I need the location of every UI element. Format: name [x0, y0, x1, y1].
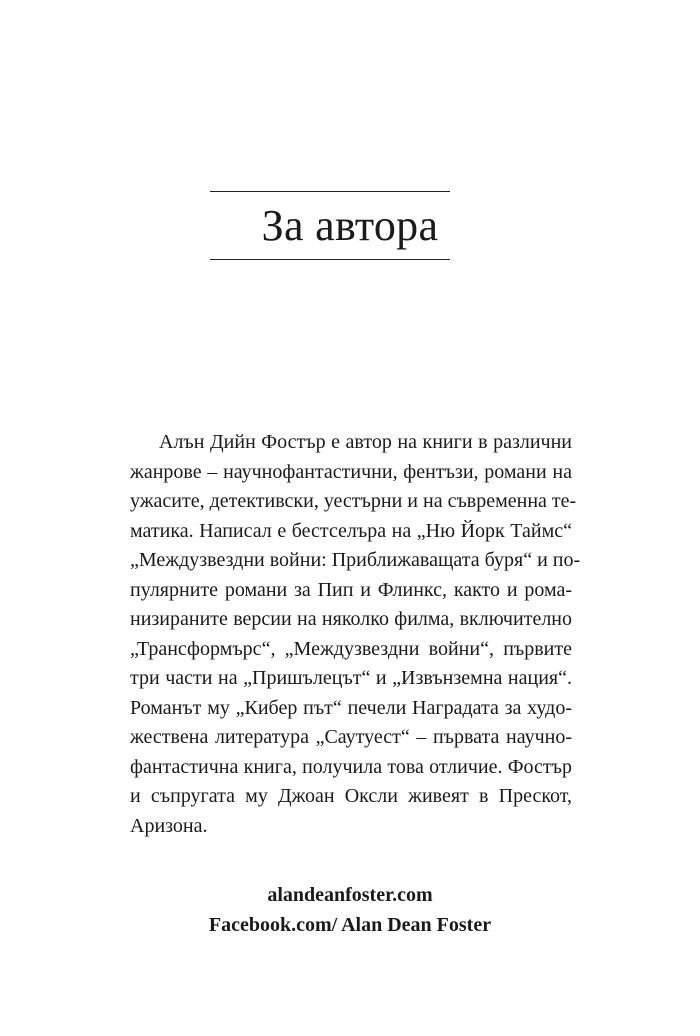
bio-line: фантастична книга, получила това отличие. Фостър [130, 755, 572, 778]
page-title: За автора [261, 201, 439, 250]
website-link: alandeanfoster.com [267, 884, 433, 906]
bio-line: ужасите, детективски, уестърни и на съвременна те- [130, 490, 577, 512]
author-bio [130, 428, 581, 841]
bio-line: пулярните романи за Пип и Флинкс, както и рома- [130, 578, 572, 601]
author-links [0, 880, 700, 940]
facebook-link: Facebook.com/ Alan Dean Foster [208, 914, 492, 936]
bio-line: жанрове – научнофантастични, фентъзи, романи на [130, 460, 572, 483]
bio-line: Аризона. [130, 814, 208, 837]
bio-line: матика. Написал е бестселъра на „Ню Йорк Таймс“ [130, 519, 572, 542]
bio-line: три части на „Пришълецът“ и „Извънземна нация“. [130, 667, 572, 689]
title-rule-top [210, 191, 450, 192]
bio-line: жествена литература „Саутуест“ – първата научно- [130, 726, 572, 748]
bio-line: низираните версии на няколко филма, включително [130, 608, 572, 630]
bio-line: „Междузвездни войни: Приближаващата буря“ и по- [130, 549, 581, 571]
bio-line: Алън Дийн Фостър е автор на книги в различни [159, 431, 572, 453]
bio-line: „Трансформърс“, „Междузвездни войни“, първите [130, 637, 572, 660]
bio-line: и съпругата му Джоан Оксли живеят в Прескот, [130, 785, 572, 807]
bio-line: Романът му „Кибер път“ печели Наградата за худо- [130, 696, 572, 719]
title-rule-bottom [210, 259, 450, 260]
